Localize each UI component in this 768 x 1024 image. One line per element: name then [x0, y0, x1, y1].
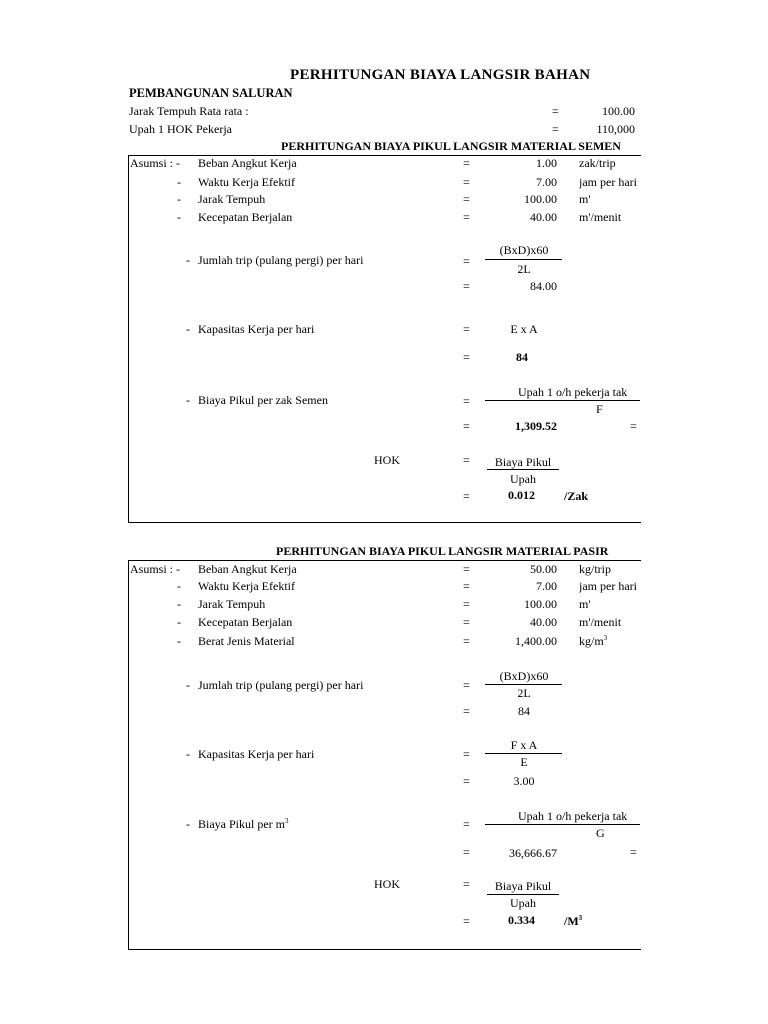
pasir-a5-unit-sup: 3 — [603, 634, 608, 642]
pasir-a3-value: 100.00 — [524, 597, 557, 611]
page-crop-mask — [641, 0, 768, 1024]
pasir-kap-result: 3.00 — [513, 774, 535, 788]
pasir-a2-label: Waktu Kerja Efektif — [198, 579, 295, 593]
pasir-a4-dash: - — [177, 615, 181, 629]
pasir-trip-eq2: = — [463, 704, 470, 718]
semen-hok-unit: /Zak — [564, 489, 589, 503]
pasir-kap-eq: = — [463, 747, 470, 761]
pasir-hok-result: 0.334 — [508, 913, 535, 927]
semen-a2-dash: - — [177, 175, 181, 189]
semen-trip-result: 84.00 — [530, 279, 557, 293]
pasir-biaya-dash: - — [186, 817, 190, 831]
pasir-a2-dash: - — [177, 579, 181, 593]
semen-trip-eq2: = — [463, 279, 470, 293]
pasir-hok-unit: /M — [564, 914, 579, 928]
semen-hok-result: 0.012 — [508, 488, 535, 502]
pasir-hok-fraction-line — [487, 894, 559, 895]
pasir-a3-eq: = — [463, 597, 470, 611]
semen-biaya-eq3: = — [630, 419, 637, 433]
pasir-a2-eq: = — [463, 579, 470, 593]
pasir-biaya-label-sup: 3 — [285, 817, 289, 825]
semen-a4-dash: - — [177, 210, 181, 224]
pasir-biaya-eq3: = — [630, 845, 637, 859]
semen-a3-dash: - — [177, 192, 181, 206]
semen-trip-numerator: (BxD)x60 — [499, 243, 549, 257]
semen-biaya-fraction-line — [485, 400, 640, 401]
semen-a4-unit: m'/menit — [579, 210, 622, 224]
semen-kap-label: Kapasitas Kerja per hari — [198, 322, 315, 336]
semen-trip-denominator: 2L — [517, 262, 531, 276]
semen-biaya-denominator: F — [596, 402, 603, 416]
semen-trip-dash: - — [186, 253, 190, 267]
pasir-a1-label: Beban Angkut Kerja — [198, 562, 297, 576]
semen-biaya-label: Biaya Pikul per zak Semen — [198, 393, 328, 407]
pasir-a3-label: Jarak Tempuh — [198, 597, 266, 611]
semen-trip-label: Jumlah trip (pulang pergi) per hari — [198, 253, 364, 267]
pasir-a5-unit-wrap — [579, 634, 607, 649]
pasir-biaya-fraction-line — [485, 824, 640, 825]
semen-kap-result: 84 — [516, 350, 528, 364]
semen-a1-label: Beban Angkut Kerja — [198, 156, 297, 170]
pasir-asumsi-label: Asumsi : - — [130, 562, 181, 576]
pasir-heading: PERHITUNGAN BIAYA PIKUL LANGSIR MATERIAL PASIR — [276, 544, 609, 558]
semen-kap-eq2: = — [463, 350, 470, 364]
pasir-a4-value: 40.00 — [530, 615, 557, 629]
param-label-upah: Upah 1 HOK Pekerja — [129, 122, 232, 136]
pasir-kap-dash: - — [186, 747, 190, 761]
pasir-kap-numerator: F x A — [510, 738, 538, 752]
pasir-biaya-label: Biaya Pikul per m — [198, 817, 285, 831]
semen-biaya-result: 1,309.52 — [515, 419, 557, 433]
pasir-trip-label: Jumlah trip (pulang pergi) per hari — [198, 678, 364, 692]
semen-biaya-dash: - — [186, 393, 190, 407]
semen-heading: PERHITUNGAN BIAYA PIKUL LANGSIR MATERIAL SEMEN — [281, 139, 621, 153]
pasir-biaya-eq2: = — [463, 845, 470, 859]
pasir-a5-eq: = — [463, 634, 470, 648]
semen-kap-formula: E x A — [510, 322, 538, 336]
pasir-biaya-eq: = — [463, 817, 470, 831]
semen-a2-eq: = — [463, 175, 470, 189]
semen-hok-fraction-line — [487, 469, 559, 470]
semen-trip-fraction-line — [485, 259, 562, 260]
pasir-a1-eq: = — [463, 562, 470, 576]
pasir-hok-unit-wrap — [564, 914, 582, 929]
pasir-a4-unit: m'/menit — [579, 615, 622, 629]
pasir-hok-numerator: Biaya Pikul — [494, 879, 552, 893]
semen-hok-label: HOK — [374, 453, 400, 467]
pasir-hok-unit-sup: 3 — [578, 914, 583, 922]
pasir-trip-numerator: (BxD)x60 — [499, 669, 549, 683]
semen-kap-eq: = — [463, 322, 470, 336]
param-value-upah: 110,000 — [596, 122, 635, 136]
pasir-kap-fraction-line — [485, 753, 562, 754]
semen-a4-eq: = — [463, 210, 470, 224]
pasir-kap-label: Kapasitas Kerja per hari — [198, 747, 315, 761]
semen-a2-unit: jam per hari — [579, 175, 637, 189]
project-name: PEMBANGUNAN SALURAN — [129, 86, 293, 100]
semen-trip-eq: = — [463, 254, 470, 268]
semen-a2-value: 7.00 — [536, 175, 557, 189]
semen-a4-label: Kecepatan Berjalan — [198, 210, 293, 224]
page-title: PERHITUNGAN BIAYA LANGSIR BAHAN — [290, 67, 591, 83]
pasir-a2-value: 7.00 — [536, 579, 557, 593]
pasir-biaya-result: 36,666.67 — [509, 846, 557, 860]
pasir-a5-dash: - — [177, 634, 181, 648]
semen-a3-value: 100.00 — [524, 192, 557, 206]
semen-biaya-numerator: Upah 1 o/h pekerja tak — [518, 385, 628, 399]
semen-asumsi-label: Asumsi : - — [130, 156, 181, 170]
pasir-biaya-numerator: Upah 1 o/h pekerja tak — [518, 809, 628, 823]
semen-kap-dash: - — [186, 322, 190, 336]
param-eq-upah: = — [552, 122, 559, 136]
semen-a3-eq: = — [463, 192, 470, 206]
pasir-kap-denominator: E — [520, 755, 528, 769]
semen-a2-label: Waktu Kerja Efektif — [198, 175, 295, 189]
pasir-trip-dash: - — [186, 678, 190, 692]
pasir-biaya-label-wrap — [198, 817, 289, 832]
semen-biaya-eq2: = — [463, 419, 470, 433]
pasir-hok-eq: = — [463, 877, 470, 891]
pasir-a4-eq: = — [463, 615, 470, 629]
pasir-a5-unit: kg/m — [579, 634, 604, 648]
semen-hok-denominator: Upah — [510, 472, 536, 486]
pasir-a4-label: Kecepatan Berjalan — [198, 615, 293, 629]
semen-biaya-eq: = — [463, 394, 470, 408]
param-eq-jarak: = — [552, 104, 559, 118]
pasir-a3-unit: m' — [579, 597, 591, 611]
pasir-trip-denominator: 2L — [517, 686, 531, 700]
pasir-a5-label: Berat Jenis Material — [198, 634, 295, 648]
pasir-hok-label: HOK — [374, 877, 400, 891]
pasir-a1-unit: kg/trip — [579, 562, 611, 576]
pasir-kap-eq2: = — [463, 774, 470, 788]
param-label-jarak: Jarak Tempuh Rata rata : — [129, 104, 249, 118]
pasir-a3-dash: - — [177, 597, 181, 611]
semen-hok-eq2: = — [463, 489, 470, 503]
pasir-trip-fraction-line — [485, 684, 562, 685]
semen-a3-label: Jarak Tempuh — [198, 192, 266, 206]
semen-a3-unit: m' — [579, 192, 591, 206]
pasir-a1-value: 50.00 — [530, 562, 557, 576]
pasir-trip-eq: = — [463, 678, 470, 692]
pasir-trip-result: 84 — [518, 704, 530, 718]
pasir-hok-denominator: Upah — [510, 896, 536, 910]
semen-hok-eq: = — [463, 453, 470, 467]
semen-a1-eq: = — [463, 156, 470, 170]
semen-hok-numerator: Biaya Pikul — [494, 455, 552, 469]
semen-a1-value: 1.00 — [536, 156, 557, 170]
param-value-jarak: 100.00 — [602, 104, 635, 118]
semen-a1-unit: zak/trip — [579, 156, 616, 170]
semen-a4-value: 40.00 — [530, 210, 557, 224]
pasir-a2-unit: jam per hari — [579, 579, 637, 593]
pasir-hok-eq2: = — [463, 914, 470, 928]
pasir-biaya-denominator: G — [596, 826, 605, 840]
pasir-a5-value: 1,400.00 — [515, 634, 557, 648]
